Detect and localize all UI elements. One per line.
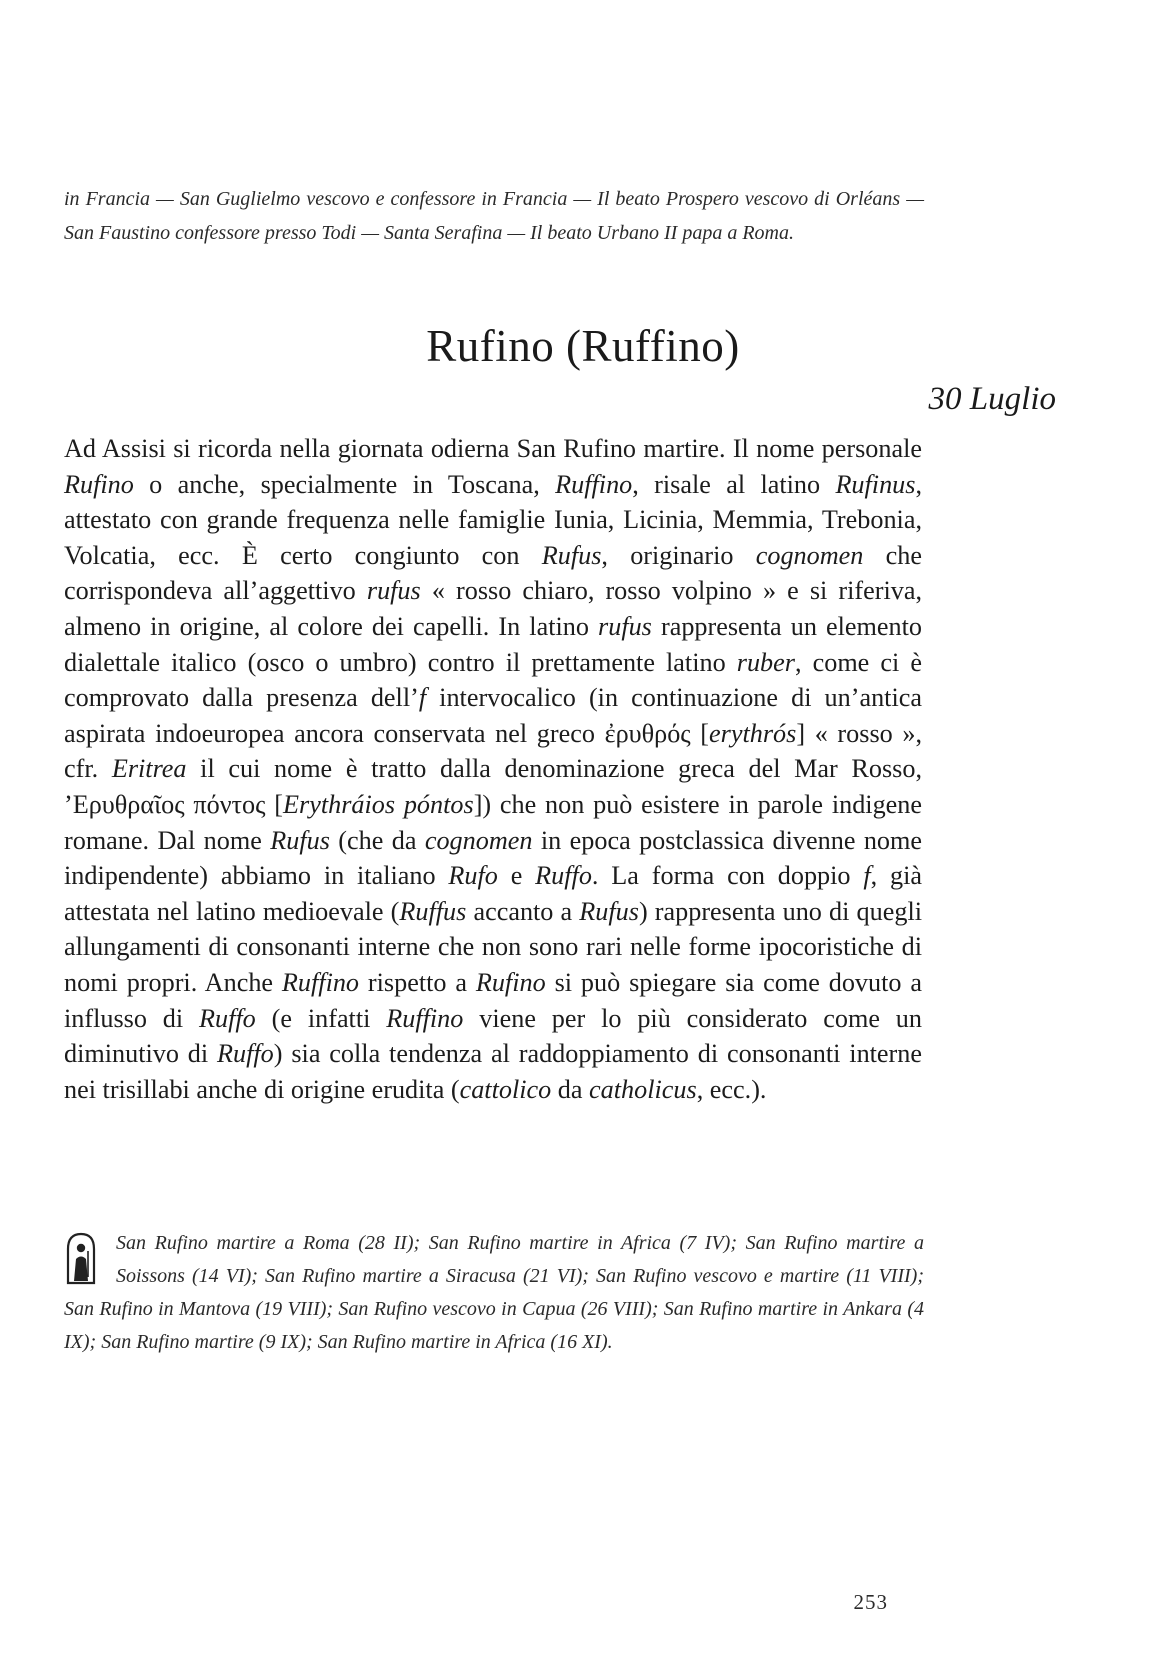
body-text-run: viene per lo più considerato come un diminutivo di [64, 1003, 922, 1069]
body-italic-term: Ruffino [555, 469, 633, 499]
body-text-run: ] « rosso », cfr. [64, 718, 923, 784]
saints-list-text: San Rufino martire a Roma (28 II); San Rufino martire in Africa (7 IV); San Rufino martire a Soissons (14 VI); San Rufino martire a Siracusa (21 VI); San Rufino vescovo e martire (11 VIII); San Rufino in Mantova (19 VIII); San Rufino vescovo in Capua (26 VIII); San Rufino martire in Ankara (4 IX); San Rufino martire (9 IX); San Rufino martire in Africa (16 XI). [64, 1232, 924, 1353]
body-text-run: , come ci è comprovato dalla presenza dell’ [64, 647, 922, 713]
body-text-run: che corrispondeva all’aggettivo [64, 540, 922, 606]
body-italic-term: Ruffus [399, 896, 467, 926]
body-text-run: e [497, 861, 536, 891]
body-italic-term: rufus [598, 611, 652, 641]
body-italic-term: Ruffo [535, 861, 592, 891]
body-text-run: il cui nome è tratto dalla denominazione greca del Mar Rosso, ’Ερυθραῖος πόντος [ [64, 754, 923, 819]
body-italic-term: rufus [366, 576, 421, 606]
saints-list [64, 1227, 924, 1359]
body-text-run: o anche, specialmente in Toscana, [133, 469, 556, 499]
body-text-run: (e infatti [255, 1003, 387, 1033]
body-text-run: (che da [329, 825, 425, 855]
body-italic-term: Rufus [541, 540, 602, 570]
body-italic-term: Ruffo [217, 1039, 274, 1069]
page-number: 253 [853, 1590, 888, 1614]
body-text-run: intervocalico (in continuazione di un’antica aspirata indoeuropea ancora conservata nel greco ἐρυθρός [ [64, 683, 922, 748]
body-text-run: in epoca postclassica divenne nome indipendente) abbiamo in italiano [64, 825, 923, 891]
body-text-run: , già attestata nel latino medioevale ( [64, 861, 923, 926]
body-text-run: accanto a [466, 896, 580, 926]
body-italic-term: Ruffino [281, 967, 360, 997]
body-text-run: ) rappresenta uno di quegli allungamenti di consonanti interne che non sono rari nelle forme ipocoristiche di nomi propri. Anche [64, 896, 922, 997]
body-italic-term: Erythráios póntos [283, 789, 474, 819]
body-italic-term: Ruffo [199, 1003, 256, 1033]
etymology-body [64, 431, 922, 1107]
body-text-run: rispetto a [359, 967, 476, 997]
body-text-run: ) sia colla tendenza al raddoppiamento di consonanti interne nei trisillabi anche di origine erudita ( [64, 1039, 922, 1104]
body-italic-term: Eritrea [111, 754, 187, 784]
body-italic-term: cattolico [459, 1074, 552, 1104]
body-italic-term: Rufino [64, 469, 134, 499]
body-text-run: . La forma con doppio [591, 861, 864, 891]
body-italic-term: ruber [736, 647, 795, 677]
body-text-run: si può spiegare sia come dovuto a influsso di [64, 967, 922, 1033]
preceding-saints-list: in Francia — San Guglielmo vescovo e confessore in Francia — Il beato Prospero vescovo di Orléans — San Faustino confessore presso Todi — Santa Serafina — Il beato Urbano II papa a Roma. [64, 188, 924, 244]
feast-date: 30 Luglio [928, 381, 1056, 417]
body-italic-term: f [863, 861, 871, 891]
body-text-run: Ad Assisi si ricorda nella giornata odierna San Rufino martire. Il nome personale [64, 434, 922, 463]
entry-title: Rufino (Ruffino) [426, 321, 740, 371]
body-text-run: , ecc.). [696, 1074, 767, 1104]
body-text-run: da [551, 1074, 590, 1104]
body-text-run: , originario [601, 540, 756, 570]
body-italic-term: cognomen [424, 825, 533, 855]
body-text-run: , attestato con grande frequenza nelle famiglie Iunia, Licinia, Memmia, Trebonia, Volcatia, ecc. È certo congiunto con [64, 469, 923, 570]
body-italic-term: Ruffino [386, 1003, 464, 1033]
body-italic-term: Rufino [475, 967, 546, 997]
body-italic-term: Rufinus [835, 469, 916, 499]
saint-figure-icon [64, 1231, 98, 1285]
body-text-run: rappresenta un elemento dialettale italico (osco o umbro) contro il prettamente latino [64, 611, 922, 677]
body-italic-term: Rufo [448, 861, 498, 891]
body-text-run: ]) che non può esistere in parole indigene romane. Dal nome [64, 789, 922, 855]
body-italic-term: cognomen [755, 540, 864, 570]
body-text-run: « rosso chiaro, rosso volpino » e si riferiva, almeno in origine, al colore dei capelli. In latino [64, 576, 922, 641]
body-text-run: , risale al latino [632, 469, 836, 499]
body-italic-term: catholicus [589, 1074, 697, 1104]
body-italic-term: Rufus [579, 896, 639, 926]
body-italic-term: f [418, 683, 427, 713]
body-italic-term: Rufus [270, 825, 330, 855]
body-italic-term: erythrós [709, 718, 797, 748]
